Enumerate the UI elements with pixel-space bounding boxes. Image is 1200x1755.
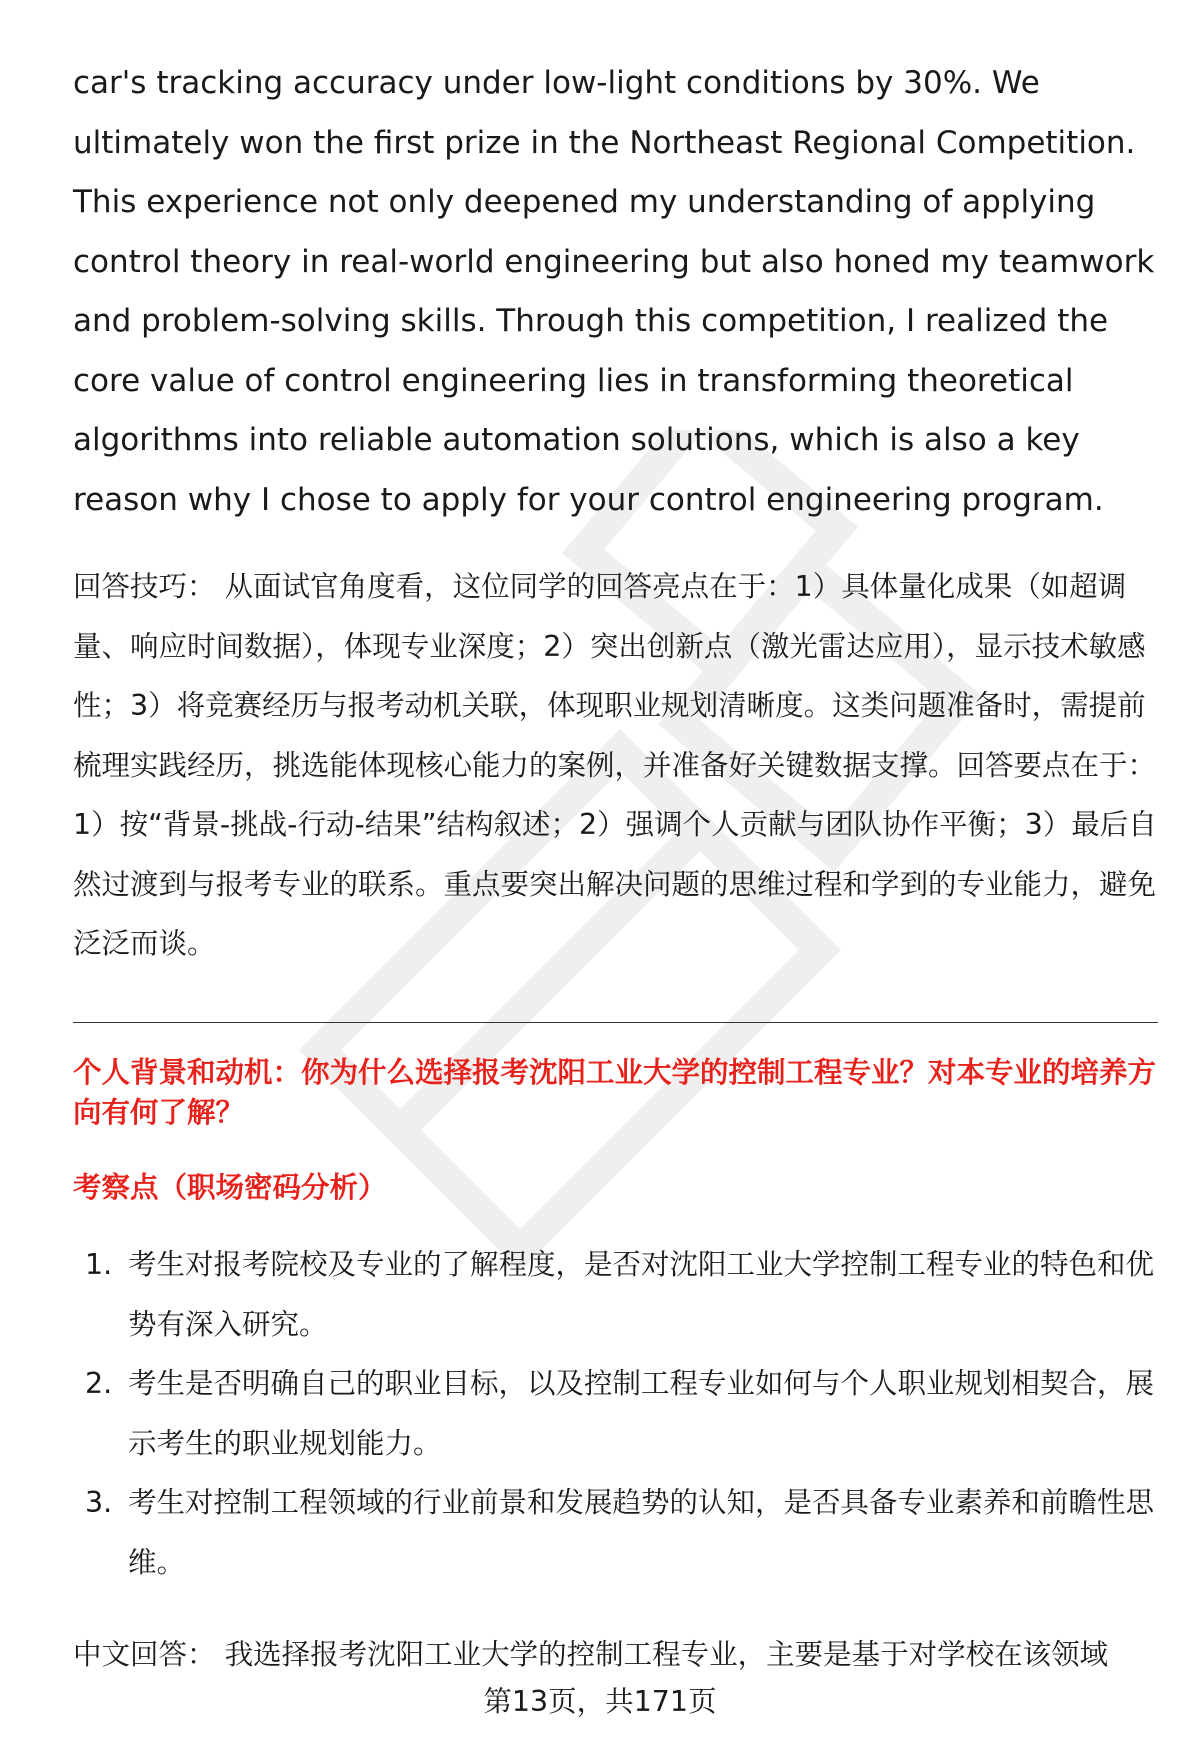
- chinese-answer-label: 中文回答：: [73, 1638, 216, 1671]
- answer-tips-text: 从面试官角度看，这位同学的回答亮点在于：1）具体量化成果（如超调量、响应时间数据），体现专业深度；2）突出创新点（激光雷达应用），显示技术敏感性；3）将竞赛经历与报考动机关联，体现职业规划清晰度。这类问题准备时，需提前梳理实践经历，挑选能体现核心能力的案例，并准备好关键数据支撑。回答要点在于：1）按“背景-挑战-行动-结果”结构叙述；2）强调个人贡献与团队协作平衡；3）最后自然过渡到与报考专业的联系。重点要突出解决问题的思维过程和学到的专业能力，避免泛泛而谈。: [73, 570, 1157, 960]
- key-point-item: [73, 1235, 1158, 1354]
- key-point-number: 2.: [85, 1367, 113, 1400]
- section-divider: [73, 1022, 1158, 1023]
- key-points-list: [73, 1235, 1158, 1592]
- chinese-answer-text: 我选择报考沈阳工业大学的控制工程专业，主要是基于对学校在该领域: [224, 1638, 1109, 1671]
- key-point-text: 考生对报考院校及专业的了解程度，是否对沈阳工业大学控制工程专业的特色和优势有深入研究。: [128, 1248, 1155, 1341]
- english-answer-paragraph: car's tracking accuracy under low-light conditions by 30%. We ultimately won the first prize in the Northeast Regional Competition. This experience not only deepened my understanding of applying control theory in real-world engineering but also honed my teamwork and problem-solving skills. Through this competition, I realized the core value of control engineering lies in transforming theoretical algorithms into reliable automation solutions, which is also a key reason why I chose to apply for your control engineering program.: [73, 65, 1155, 518]
- question-title: 个人背景和动机：你为什么选择报考沈阳工业大学的控制工程专业？对本专业的培养方向有何了解？: [73, 1056, 1157, 1129]
- key-point-number: 1.: [85, 1248, 113, 1281]
- key-point-text: 考生对控制工程领域的行业前景和发展趋势的认知，是否具备专业素养和前瞻性思维。: [128, 1486, 1155, 1579]
- key-points-heading: 考察点（职场密码分析）: [73, 1171, 387, 1204]
- chinese-answer: [73, 1625, 1163, 1685]
- key-point-number: 3.: [85, 1486, 113, 1519]
- key-point-item: [73, 1354, 1158, 1473]
- page-footer: 第13页，共171页: [483, 1685, 717, 1718]
- key-point-item: [73, 1473, 1158, 1592]
- answer-tips: [73, 557, 1158, 974]
- key-point-text: 考生是否明确自己的职业目标，以及控制工程专业如何与个人职业规划相契合，展示考生的职业规划能力。: [128, 1367, 1155, 1460]
- answer-tips-label: 回答技巧：: [73, 570, 216, 603]
